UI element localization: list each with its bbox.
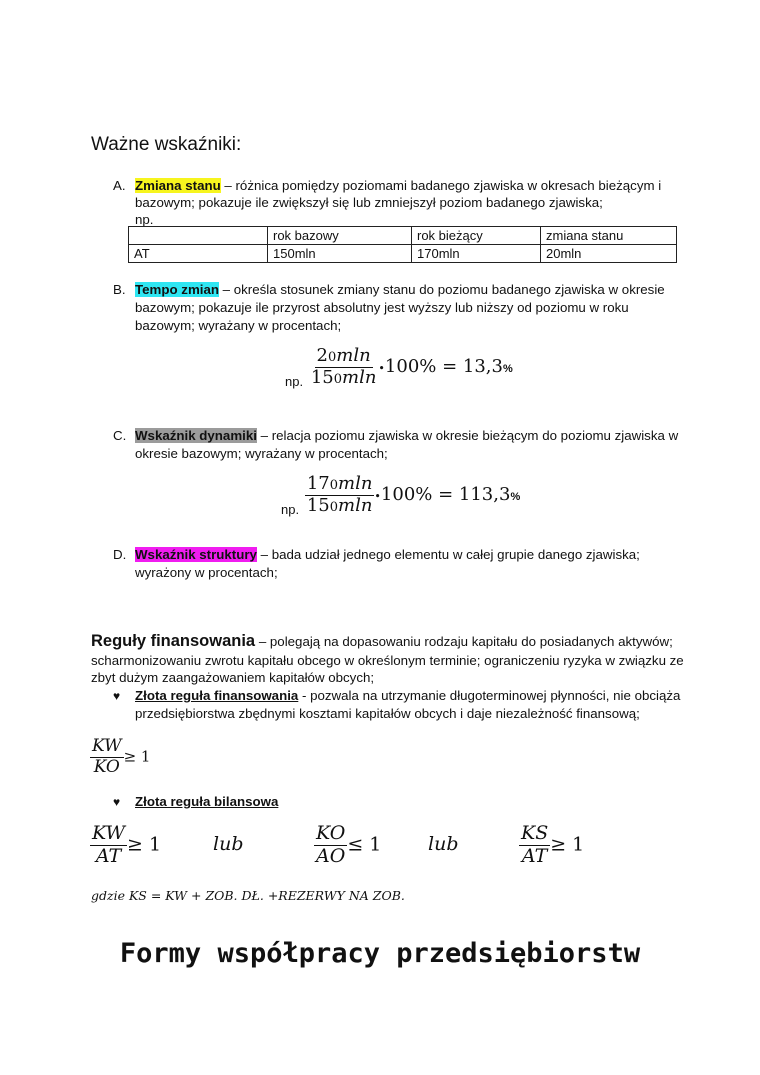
item-letter: B. — [113, 282, 126, 297]
item-letter: A. — [113, 178, 126, 193]
example-table — [128, 226, 677, 263]
fraction: $\frac{KS}{AT}$ — [521, 822, 549, 867]
item-letter: C. — [113, 428, 127, 443]
term-tempo-zmian: Tempo zmian — [135, 282, 219, 297]
np-label: np. — [285, 374, 304, 390]
where-formula: gdzie KS = KW + ZOB. DŁ. +REZERWY NA ZOB. — [91, 888, 405, 903]
term-wskaznik-dynamiki: Wskaźnik dynamiki — [135, 428, 257, 443]
fraction: $\frac{KW}{AT}$ — [92, 822, 126, 867]
item-text: bazowym; pokazuje ile zwiększył się lub zmniejszył poziom badanego zjawiska; — [135, 195, 603, 210]
fraction: $\frac{20mln}{150mln}$ — [310, 345, 377, 388]
item-text: bazowym; pokazuje ile przyrost absolutny jest wyższy lub niższy od poziomu w roku — [135, 300, 629, 315]
section-heading: Ważne wskaźniki: — [91, 134, 242, 155]
fraction: $\frac{KO}{AO}$ — [316, 822, 346, 867]
section-title: Formy współpracy przedsiębiorstw — [119, 938, 641, 969]
table-row — [129, 245, 677, 263]
rules-paragraph — [91, 631, 673, 652]
fraction: $\frac{KW}{KO}$ — [92, 736, 122, 777]
table-cell: 20mln — [541, 245, 677, 263]
item-letter: D. — [113, 547, 127, 562]
formula-ko-ao: $\frac{KO}{AO}$ ≤ 1 — [316, 822, 382, 867]
rules-title: Reguły finansowania — [91, 632, 256, 650]
item-text: – różnica pomiędzy poziomami badanego zjawiska w okresach bieżącym i — [220, 178, 662, 193]
table-cell: 170mln — [412, 245, 541, 263]
table-cell: rok bieżący — [412, 227, 541, 245]
table-cell: zmiana stanu — [541, 227, 677, 245]
item-text: – relacja poziomu zjawiska w okresie bieżącym do poziomu zjawiska w — [256, 428, 679, 443]
formula-kw-at: $\frac{KW}{AT}$ ≥ 1 — [92, 822, 162, 867]
rule-text: - pozwala na utrzymanie długoterminowej płynności, nie obciąża — [298, 688, 681, 703]
rules-text: zbyt dużym zaangażowaniem kapitałów obcych; — [91, 670, 375, 685]
golden-balance-title: Złota reguła bilansowa — [135, 794, 279, 809]
heart-bullet-icon: ♥ — [113, 795, 121, 809]
term-zmiana-stanu: Zmiana stanu — [135, 178, 221, 193]
formula-ks-at: $\frac{KS}{AT}$ ≥ 1 — [521, 822, 585, 867]
table-cell — [129, 227, 268, 245]
golden-finance-title: Złota reguła finansowania — [135, 688, 299, 703]
formula-tempo-zmian: $_{np.}$ $\frac{20mln}{150mln}$ •100% = 13,3% — [285, 345, 513, 390]
table-cell: rok bazowy — [268, 227, 412, 245]
heart-bullet-icon: ♥ — [113, 689, 121, 703]
lub-label: lub — [428, 833, 459, 855]
item-text: okresie bazowym; wyrażany w procentach; — [135, 446, 388, 461]
rule-text: przedsiębiorstwa zbędnymi kosztami kapitałów obcych i daje niezależność finansową; — [135, 706, 640, 721]
table-cell: 150mln — [268, 245, 412, 263]
item-text: bazowym; wyrażany w procentach; — [135, 318, 342, 333]
formula-result: 100% = 113,3 — [380, 484, 511, 506]
formula-wskaznik-dynamiki: $_{np.}$ $\frac{170mln}{150mln}$ •100% = 113,3% — [281, 473, 521, 518]
fraction: $\frac{170mln}{150mln}$ — [306, 473, 373, 516]
rules-text: scharmonizowaniu zwrotu kapitału obcego w określonym terminie; ograniczeniu ryzyka w związku ze — [91, 653, 684, 668]
formula-result: 100% = 13,3 — [384, 356, 503, 378]
item-text: – bada udział jednego elementu w całej grupie danego zjawiska; — [256, 547, 640, 562]
np-label: np. — [281, 502, 300, 518]
table-cell: AT — [129, 245, 268, 263]
item-text: wyrażony w procentach; — [135, 565, 278, 580]
lub-label: lub — [213, 833, 244, 855]
item-text: – określa stosunek zmiany stanu do poziomu badanego zjawiska w okresie — [218, 282, 665, 297]
table-header-row — [129, 227, 677, 245]
term-wskaznik-struktury: Wskaźnik struktury — [135, 547, 257, 562]
formula-kw-ko: $\frac{KW}{KO}$ ≥ 1 — [92, 736, 151, 777]
rules-text: – polegają na dopasowaniu rodzaju kapitału do posiadanych aktywów; — [255, 634, 673, 649]
np-label: np. — [135, 212, 154, 227]
